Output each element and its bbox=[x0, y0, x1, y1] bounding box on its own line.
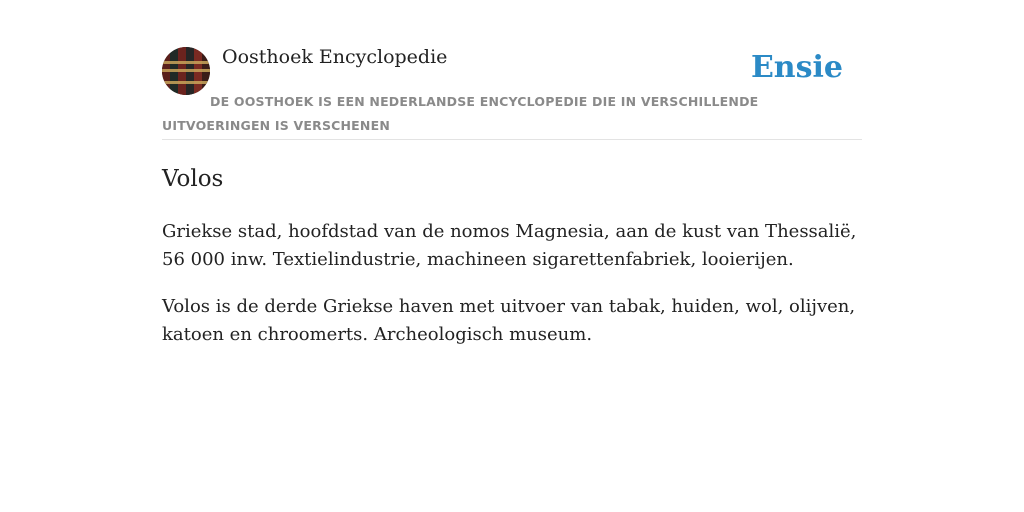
article-paragraph: Volos is de derde Griekse haven met uitvoer van tabak, huiden, wol, olijven, katoen en chroomerts. Archeologisch museum. bbox=[162, 296, 856, 345]
encyclopedia-books-avatar-icon[interactable] bbox=[162, 47, 210, 95]
article-title: Volos bbox=[162, 166, 224, 192]
page bbox=[162, 0, 862, 368]
site-tagline: DE OOSTHOEK IS EEN NEDERLANDSE ENCYCLOPEDIE DIE IN VERSCHILLENDE UITVOERINGEN IS VERSCHENEN bbox=[162, 94, 759, 133]
site-name[interactable]: Oosthoek Encyclopedie bbox=[222, 46, 448, 68]
article bbox=[162, 140, 862, 349]
brand-logo-link[interactable]: Ensie bbox=[750, 50, 843, 85]
site-header bbox=[162, 0, 862, 140]
article-paragraph: Griekse stad, hoofdstad van de nomos Magnesia, aan de kust van Thessalië, 56 000 inw. Textielindustrie, machineen sigarettenfabriek, looierijen. bbox=[162, 221, 857, 270]
